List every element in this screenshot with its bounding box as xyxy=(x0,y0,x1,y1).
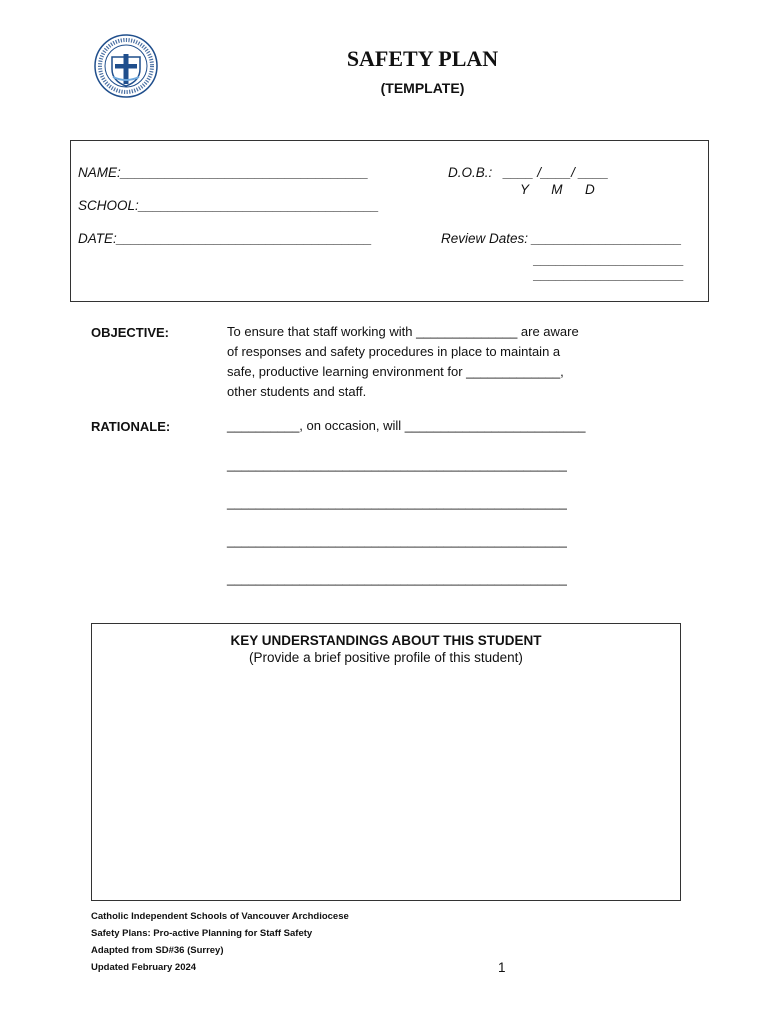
key-understandings-title: KEY UNDERSTANDINGS ABOUT THIS STUDENT xyxy=(230,633,542,648)
dob-parts-label: Y M D xyxy=(520,182,595,197)
footer-line: Adapted from SD#36 (Surrey) xyxy=(91,945,224,956)
rationale-blank-line[interactable]: _______________________________________________ xyxy=(227,571,567,586)
objective-line: of responses and safety procedures in place to maintain a xyxy=(227,344,561,359)
footer-line: Updated February 2024 xyxy=(91,962,197,973)
rationale-first-line[interactable]: __________, on occasion, will _________________________ xyxy=(227,418,586,433)
page-title: SAFETY PLAN xyxy=(346,46,499,71)
objective-text xyxy=(227,322,647,402)
objective-label: OBJECTIVE: xyxy=(91,325,170,340)
rationale-blank-line[interactable]: _______________________________________________ xyxy=(227,457,567,472)
page-subtitle: (TEMPLATE) xyxy=(380,80,465,96)
objective-line: To ensure that staff working with ______________ are aware xyxy=(227,324,579,339)
rationale-blank-line[interactable]: _______________________________________________ xyxy=(227,495,567,510)
page-number: 1 xyxy=(498,960,506,975)
objective-line: other students and staff. xyxy=(227,384,367,399)
date-field[interactable]: DATE:__________________________________ xyxy=(78,231,373,246)
dob-field[interactable]: D.O.B.: ____ /____/ ____ xyxy=(448,165,609,180)
rationale-label: RATIONALE: xyxy=(91,419,171,434)
review-dates-field[interactable]: Review Dates: ____________________ xyxy=(441,231,682,246)
footer-line: Catholic Independent Schools of Vancouver Archdiocese xyxy=(91,911,349,922)
review-dates-line-2[interactable]: ____________________ xyxy=(534,252,685,267)
review-dates-line-3[interactable]: ____________________ xyxy=(534,267,685,282)
rationale-blank-line[interactable]: _______________________________________________ xyxy=(227,533,567,548)
key-understandings-box[interactable] xyxy=(91,623,681,901)
footer-line: Safety Plans: Pro-active Planning for Staff Safety xyxy=(91,928,313,939)
school-field[interactable]: SCHOOL:________________________________ xyxy=(78,198,380,213)
objective-line: safe, productive learning environment for _____________, xyxy=(227,364,564,379)
key-understandings-subtitle: (Provide a brief positive profile of this student) xyxy=(249,650,523,665)
name-field[interactable]: NAME:_________________________________ xyxy=(78,165,369,180)
